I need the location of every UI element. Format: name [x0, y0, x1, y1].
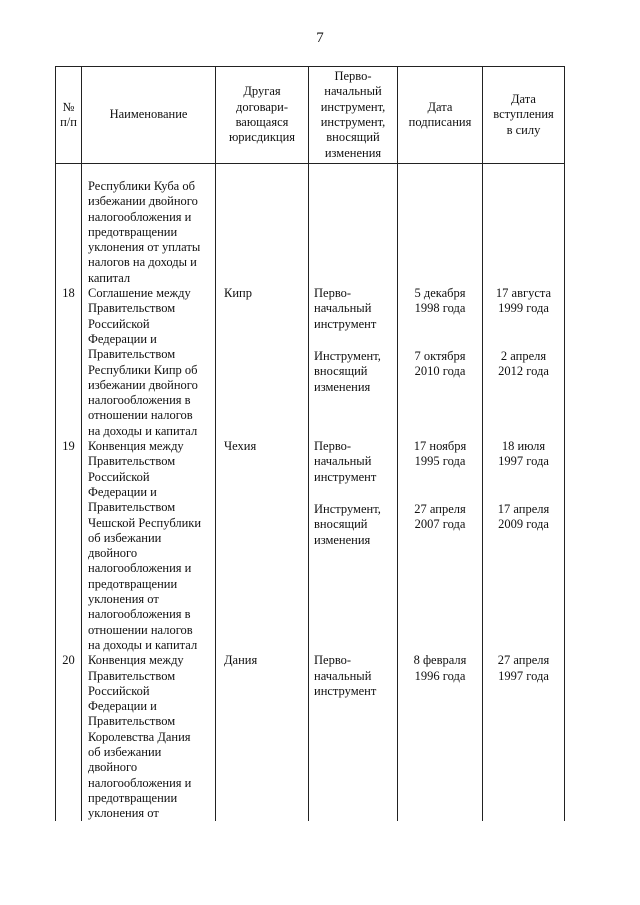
effective-date: 17 августа 1999 года [495, 286, 552, 316]
signed-date: 17 ноября 1995 года [413, 439, 467, 469]
header-signed: Дата подписания [398, 67, 483, 164]
table-row [56, 164, 565, 287]
signed-date: 27 апреля 2007 года [414, 501, 466, 531]
header-jurisdiction: Другая договари- вающаяся юрисдикция [216, 67, 309, 164]
signed-date: 8 февраля 1996 года [413, 653, 467, 683]
row-instrument [309, 164, 398, 287]
instrument-amending: Инструмент, вносящий изменения [314, 348, 381, 394]
row-name: Конвенция между Правительством Российской Федерации и Правительством Королевства Дания об избежании двойного налогообложения и предотвращении уклонения от [82, 653, 216, 821]
effective-date: 27 апреля 1997 года [497, 653, 550, 683]
row-number: 20 [56, 653, 82, 821]
row-effective [483, 164, 565, 287]
header-num: № п/п [56, 67, 82, 164]
treaty-table [55, 66, 565, 821]
row-name: Соглашение между Правительством Российской Федерации и Правительством Республики Кипр об избежании двойного налогообложения в отношении налогов на доходы и капитал [82, 286, 216, 439]
row-effective [483, 653, 565, 821]
row-jurisdiction [216, 164, 309, 287]
row-number: 19 [56, 439, 82, 653]
row-number [56, 164, 82, 287]
row-signed [398, 653, 483, 821]
row-jurisdiction: Дания [216, 653, 309, 821]
row-signed [398, 439, 483, 653]
table-row [56, 439, 565, 653]
row-number: 18 [56, 286, 82, 439]
row-signed [398, 164, 483, 287]
effective-date: 2 апреля 2012 года [498, 348, 549, 378]
row-name: Конвенция между Правительством Российской Федерации и Правительством Чешской Республики об избежании двойного налогообложения и предотвращении уклонения от налогообложения в отношении налогов на доходы и капитал [82, 439, 216, 653]
instrument-original: Перво- начальный инструмент [314, 286, 377, 331]
instrument-amending: Инструмент, вносящий изменения [314, 501, 381, 547]
row-jurisdiction: Чехия [216, 439, 309, 653]
row-signed [398, 286, 483, 439]
instrument-original: Перво- начальный инструмент [314, 653, 377, 698]
table-row [56, 653, 565, 821]
row-instrument [309, 286, 398, 439]
signed-date: 5 декабря 1998 года [414, 286, 466, 316]
header-instrument: Перво- начальный инструмент, инструмент, вносящий изменения [309, 67, 398, 164]
signed-date: 7 октября 2010 года [414, 348, 466, 378]
row-jurisdiction: Кипр [216, 286, 309, 439]
page-number: 7 [316, 30, 324, 46]
effective-date: 18 июля 1997 года [498, 439, 549, 469]
row-effective [483, 286, 565, 439]
header-name: Наименование [82, 67, 216, 164]
row-effective [483, 439, 565, 653]
row-instrument [309, 653, 398, 821]
table-header-row [56, 67, 565, 164]
effective-date: 17 апреля 2009 года [497, 501, 550, 531]
row-name: Республики Куба об избежании двойного налогообложения и предотвращении уклонения от уплаты налогов на доходы и капитал [82, 164, 216, 287]
header-effective: Дата вступления в силу [483, 67, 565, 164]
row-instrument [309, 439, 398, 653]
table-row [56, 286, 565, 439]
instrument-original: Перво- начальный инструмент [314, 439, 377, 484]
